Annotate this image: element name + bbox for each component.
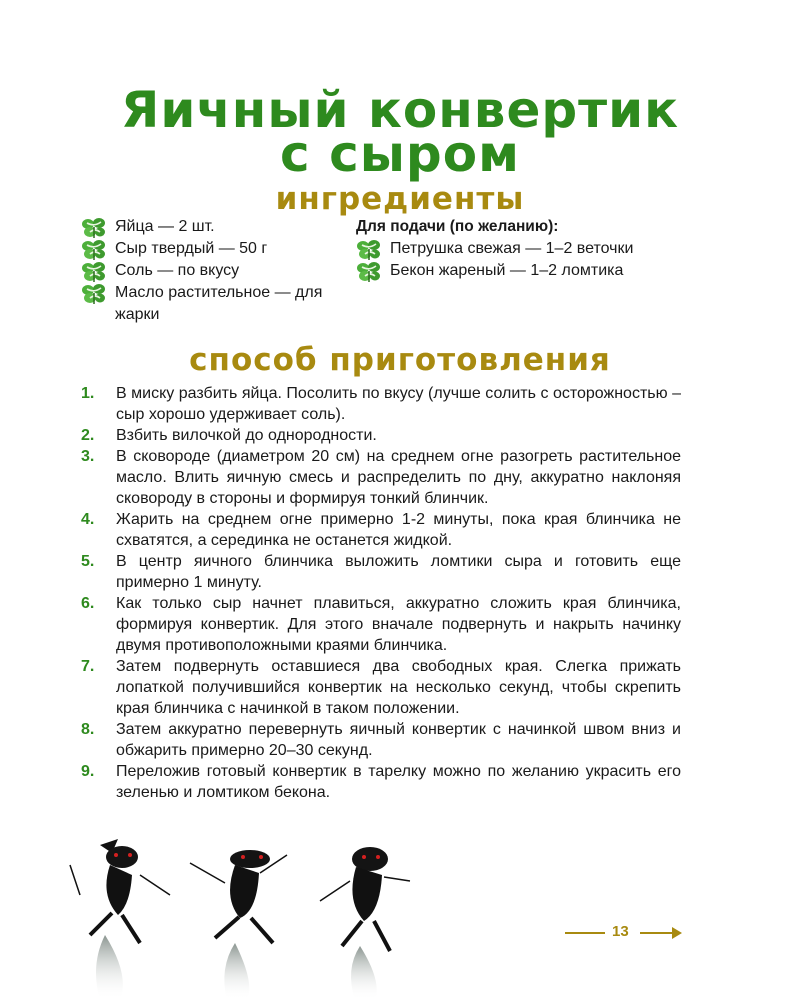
step-number: 1. <box>81 385 95 402</box>
rat-figure <box>70 839 170 1000</box>
arrow-right-icon <box>672 927 682 939</box>
rat-figure <box>320 847 410 1000</box>
page-number-footer <box>565 922 685 942</box>
method-heading: способ приготовления <box>189 342 611 378</box>
ingredients-serving-list <box>356 216 646 282</box>
parsley-leaf-icon <box>356 261 383 283</box>
step-number: 8. <box>81 721 95 738</box>
method-step <box>81 551 681 593</box>
ingredient-item: Соль — по вкусу <box>81 260 343 282</box>
parsley-leaf-icon <box>356 239 383 261</box>
step-text: Переложив готовый конвертик в тарелку можно по желанию украсить его зеленью и ломтиком бекона. <box>116 763 681 801</box>
ingredient-item: Петрушка свежая — 1–2 веточки <box>356 238 646 260</box>
step-number: 7. <box>81 658 95 675</box>
method-step <box>81 509 681 551</box>
step-text: Как только сыр начнет плавиться, аккуратно сложить края блинчика, формируя конвертик. Для этого вначале подвернуть и накрыть начинку двумя противоположными краями блинчика. <box>116 595 681 654</box>
method-steps-list <box>81 383 681 803</box>
method-step <box>81 446 681 509</box>
step-text: В миску разбить яйца. Посолить по вкусу (лучше солить с осторожностью – сыр хорошо удерживает соль). <box>116 385 681 423</box>
recipe-title-line2: с сыром <box>280 125 520 183</box>
step-number: 9. <box>81 763 95 780</box>
step-text: Затем подвернуть оставшиеся два свободных края. Слегка прижать лопаткой получившийся конвертик на несколько секунд, чтобы скрепить края блинчика с начинкой в таком положении. <box>116 658 681 717</box>
step-number: 3. <box>81 448 95 465</box>
rat-figure <box>190 850 287 1000</box>
method-step <box>81 593 681 656</box>
step-number: 4. <box>81 511 95 528</box>
step-number: 2. <box>81 427 95 444</box>
step-text: В центр яичного блинчика выложить ломтики сыра и готовить еще примерно 1 минуту. <box>116 553 681 591</box>
step-text: В сковороде (диаметром 20 см) на среднем огне разогреть растительное масло. Влить яичную смесь и распределить по дну, аккуратно наклоняя сковороду в стороны и формируя тонкий блинчик. <box>116 448 681 507</box>
step-number: 6. <box>81 595 95 612</box>
page-number: 13 <box>612 923 629 940</box>
recipe-title-line1: Яичный конвертик <box>120 81 680 139</box>
method-step <box>81 761 681 803</box>
step-text: Взбить вилочкой до однородности. <box>116 427 377 444</box>
method-step <box>81 383 681 425</box>
footer-rule <box>565 932 605 934</box>
ingredient-item: Сыр твердый — 50 г <box>81 238 343 260</box>
parsley-leaf-icon <box>81 239 108 261</box>
method-step <box>81 719 681 761</box>
dancing-rats-illustration <box>60 835 460 1000</box>
serving-subheading: Для подачи (по желанию): <box>356 218 559 235</box>
parsley-leaf-icon <box>81 217 108 239</box>
parsley-leaf-icon <box>81 283 108 305</box>
step-text: Затем аккуратно перевернуть яичный конвертик с начинкой швом вниз и обжарить примерно 20–30 секунд. <box>116 721 681 759</box>
parsley-leaf-icon <box>81 261 108 283</box>
method-step <box>81 656 681 719</box>
step-text: Жарить на среднем огне примерно 1-2 минуты, пока края блинчика не схватятся, а серединка не останется жидкой. <box>116 511 681 549</box>
step-number: 5. <box>81 553 95 570</box>
ingredient-item: Бекон жареный — 1–2 ломтика <box>356 260 646 282</box>
ingredients-main-list <box>81 216 343 326</box>
ingredients-heading: ингредиенты <box>275 181 525 217</box>
footer-rule <box>640 932 674 934</box>
ingredient-item: Масло растительное — для жарки <box>81 282 343 326</box>
ingredient-item: Яйца — 2 шт. <box>81 216 343 238</box>
method-step <box>81 425 681 446</box>
